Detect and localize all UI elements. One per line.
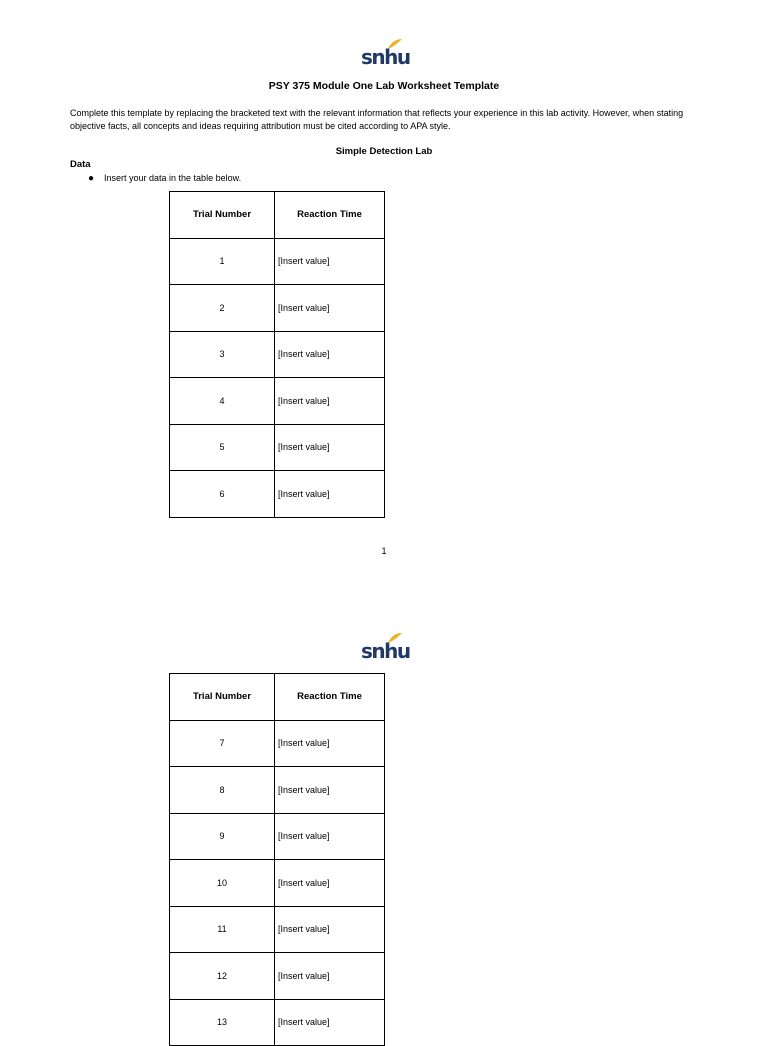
trial-number-cell: 11 xyxy=(170,906,275,953)
reaction-time-cell[interactable]: [Insert value] xyxy=(275,238,385,285)
data-table xyxy=(169,673,385,1046)
bullet-text: Insert your data in the table below. xyxy=(104,173,242,183)
trial-number-cell: 10 xyxy=(170,860,275,907)
reaction-time-cell[interactable]: [Insert value] xyxy=(275,378,385,425)
trial-number-cell: 4 xyxy=(170,378,275,425)
bullet-icon: ● xyxy=(88,173,95,184)
table-row xyxy=(170,238,385,285)
table-row xyxy=(170,471,385,518)
table-header-row xyxy=(170,192,385,239)
reaction-time-cell[interactable]: [Insert value] xyxy=(275,906,385,953)
trial-number-cell: 7 xyxy=(170,720,275,767)
trial-number-cell: 12 xyxy=(170,953,275,1000)
header-trial-number: Trial Number xyxy=(170,674,275,721)
logo-wordmark: snhu xyxy=(361,639,410,663)
table-row xyxy=(170,285,385,332)
trial-number-cell: 6 xyxy=(170,471,275,518)
reaction-time-cell[interactable]: [Insert value] xyxy=(275,720,385,767)
trial-number-cell: 1 xyxy=(170,238,275,285)
trial-number-cell: 5 xyxy=(170,424,275,471)
reaction-time-cell[interactable]: [Insert value] xyxy=(275,860,385,907)
data-table xyxy=(169,191,385,518)
document-title: PSY 375 Module One Lab Worksheet Template xyxy=(268,80,500,92)
table-row xyxy=(170,378,385,425)
reaction-time-cell[interactable]: [Insert value] xyxy=(275,424,385,471)
intro-paragraph: Complete this template by replacing the bracketed text with the relevant information that reflects your experience in this lab activity. However, when stating objective facts, all concepts and ideas requiring attribution must be cited according to APA style. xyxy=(70,108,684,131)
table-row xyxy=(170,767,385,814)
header-trial-number: Trial Number xyxy=(170,192,275,239)
snhu-logo xyxy=(0,38,768,78)
trial-number-cell: 2 xyxy=(170,285,275,332)
header-reaction-time: Reaction Time xyxy=(275,192,385,239)
snhu-logo xyxy=(0,632,768,672)
reaction-time-cell[interactable]: [Insert value] xyxy=(275,471,385,518)
reaction-time-cell[interactable]: [Insert value] xyxy=(275,953,385,1000)
section-title: Simple Detection Lab xyxy=(335,146,433,157)
trial-number-cell: 8 xyxy=(170,767,275,814)
document-page-2 xyxy=(0,580,768,1028)
table-row xyxy=(170,999,385,1046)
table-row xyxy=(170,860,385,907)
reaction-time-cell[interactable]: [Insert value] xyxy=(275,813,385,860)
logo-wordmark: snhu xyxy=(361,45,410,69)
table-row xyxy=(170,720,385,767)
trial-number-cell: 3 xyxy=(170,331,275,378)
table-header-row xyxy=(170,674,385,721)
data-heading: Data xyxy=(70,159,91,170)
reaction-time-cell[interactable]: [Insert value] xyxy=(275,999,385,1046)
table-row xyxy=(170,906,385,953)
table-row xyxy=(170,331,385,378)
reaction-time-cell[interactable]: [Insert value] xyxy=(275,331,385,378)
page-number: 1 xyxy=(381,546,387,556)
trial-number-cell: 9 xyxy=(170,813,275,860)
reaction-time-cell[interactable]: [Insert value] xyxy=(275,285,385,332)
table-row xyxy=(170,953,385,1000)
table-row xyxy=(170,813,385,860)
trial-number-cell: 13 xyxy=(170,999,275,1046)
table-row xyxy=(170,424,385,471)
reaction-time-cell[interactable]: [Insert value] xyxy=(275,767,385,814)
header-reaction-time: Reaction Time xyxy=(275,674,385,721)
